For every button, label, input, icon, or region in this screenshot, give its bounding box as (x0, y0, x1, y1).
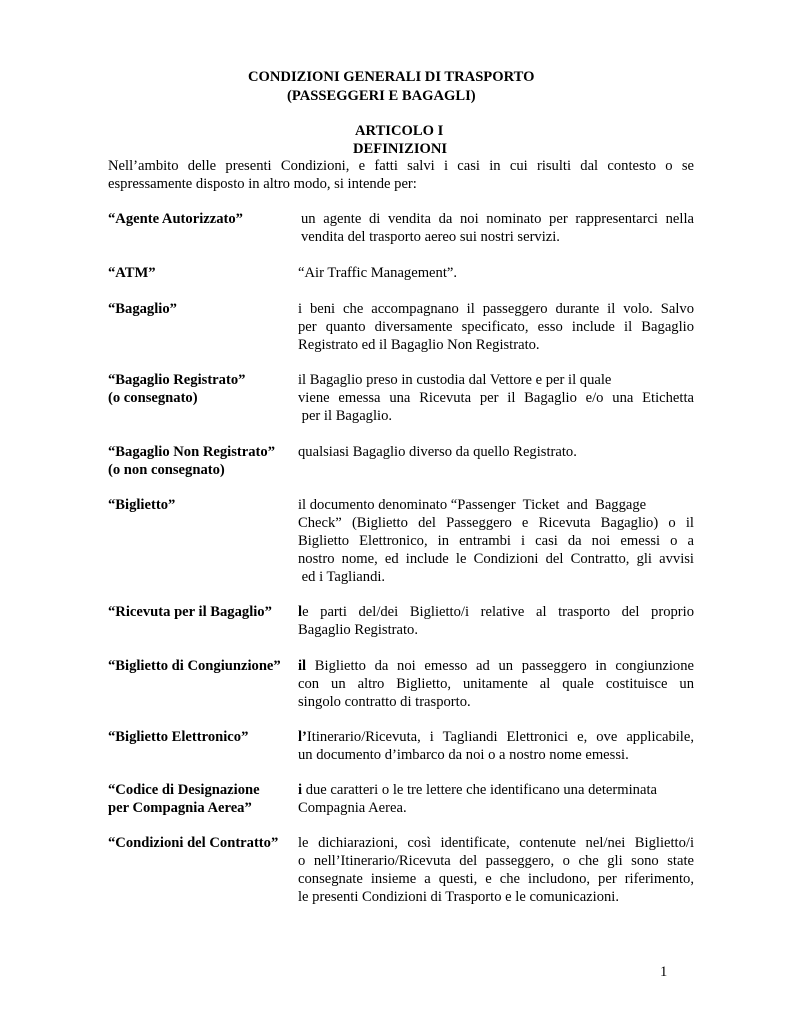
term-line: “Bagaglio Registrato” (108, 372, 246, 388)
definition-line: singolo contratto di trasporto. (298, 694, 471, 710)
term-line: (o non consegnato) (108, 462, 225, 478)
definition-term (108, 443, 275, 479)
definition-lead: l’ (298, 729, 307, 745)
term-line: “Biglietto di Congiunzione” (108, 658, 281, 674)
definition-line: un documento d’imbarco da noi o a nostro nome emessi. (298, 747, 629, 763)
definition-line: le presenti Condizioni di Trasporto e le comunicazioni. (298, 889, 620, 905)
page-number: 1 (660, 964, 668, 980)
definition-text (298, 781, 694, 817)
definition-text (298, 603, 694, 639)
definition-line-text: Biglietto da noi emesso ad un passeggero in congiunzione (306, 658, 694, 674)
definition-line (298, 728, 694, 746)
definition-line: un agente di vendita da noi nominato per rappresentarci nella (301, 211, 694, 227)
definition-term (108, 657, 281, 675)
definition-term (108, 781, 260, 817)
definition-text (298, 300, 694, 354)
definition-line: qualsiasi Bagaglio diverso da quello Registrato. (298, 444, 577, 460)
term-line: “Bagaglio Non Registrato” (108, 444, 276, 460)
definition-text (298, 834, 694, 906)
definition-line-text: due caratteri o le tre lettere che identificano una determinata (302, 782, 657, 798)
definition-line: nostro nome, ed include le Condizioni del Contratto, gli avvisi (298, 551, 694, 567)
definition-text (298, 371, 694, 425)
term-line: “Biglietto” (108, 497, 176, 513)
definition-text (298, 728, 694, 764)
definition-line: Biglietto Elettronico, in entrambi i casi da noi emessi o a (298, 533, 694, 549)
definition-term (108, 496, 175, 514)
definition-line: il documento denominato “Passenger Ticket and Baggage (298, 497, 647, 513)
definition-line: i beni che accompagnano il passeggero durante il volo. Salvo (298, 301, 694, 317)
definition-line: ed i Tagliandi. (298, 569, 386, 585)
definition-line: con un altro Biglietto, unitamente al quale costituisce un (298, 676, 694, 692)
definition-line-text: Itinerario/Ricevuta, i Tagliandi Elettronici e, ove applicabile, (306, 729, 694, 745)
definition-term (108, 264, 156, 282)
definition-line: consegnate insieme a questi, e che includono, per riferimento, (298, 871, 694, 887)
definition-term (108, 300, 177, 318)
definition-term (108, 728, 248, 746)
article-title: DEFINIZIONI (353, 141, 448, 157)
definition-line: Compagnia Aerea. (298, 800, 407, 816)
term-line: “ATM” (108, 265, 156, 281)
definition-line: Registrato ed il Bagaglio Non Registrato. (298, 337, 540, 353)
definition-text (298, 443, 694, 461)
intro-paragraph: Nell’ambito delle presenti Condizioni, e fatti salvi i casi in cui risulti dal contesto o se espressamente disposto in altro modo, si intende per: (108, 158, 694, 192)
definition-line (298, 603, 694, 621)
definition-lead: l (298, 604, 303, 620)
term-line: “Codice di Designazione (108, 782, 260, 798)
definition-line: per il Bagaglio. (298, 408, 393, 424)
term-line: per Compagnia Aerea” (108, 800, 252, 816)
document-title-line2: (PASSEGGERI E BAGAGLI) (287, 88, 476, 104)
definition-line: Bagaglio Registrato. (298, 622, 418, 638)
definition-line: Check” (Biglietto del Passeggero e Ricevuta Bagaglio) o il (298, 515, 694, 531)
definition-text (298, 657, 694, 711)
definition-line: viene emessa una Ricevuta per il Bagaglio e/o una Etichetta (298, 390, 694, 406)
term-line: (o consegnato) (108, 390, 198, 406)
article-label: ARTICOLO I (355, 123, 444, 139)
term-line: “Ricevuta per il Bagaglio” (108, 604, 272, 620)
definition-line-text: e parti del/dei Biglietto/i relative al trasporto del proprio (302, 604, 694, 620)
definition-line: vendita del trasporto aereo sui nostri servizi. (301, 229, 560, 245)
definition-term (108, 210, 243, 228)
term-line: “Bagaglio” (108, 301, 177, 317)
term-line: “Agente Autorizzato” (108, 211, 243, 227)
definition-line: per quanto diversamente specificato, esso include il Bagaglio (298, 319, 694, 335)
definition-lead: il (298, 658, 307, 674)
definition-line: “Air Traffic Management”. (298, 265, 457, 281)
definition-term (108, 834, 278, 852)
document-title-line1: CONDIZIONI GENERALI DI TRASPORTO (248, 69, 535, 85)
definition-text (301, 210, 694, 246)
term-line: “Condizioni del Contratto” (108, 835, 279, 851)
definition-line: le dichiarazioni, così identificate, contenute nel/nei Biglietto/i (298, 835, 694, 851)
definition-line: il Bagaglio preso in custodia dal Vettore e per il quale (298, 372, 612, 388)
definition-lead: i (298, 782, 303, 798)
definition-line (298, 781, 694, 799)
definition-term (108, 371, 245, 407)
definition-line (298, 657, 694, 675)
definition-text (298, 496, 694, 586)
definition-text (298, 264, 694, 282)
term-line: “Biglietto Elettronico” (108, 729, 249, 745)
definition-line: o nell’Itinerario/Ricevuta del passeggero, o che gli sono state (298, 853, 694, 869)
definition-term (108, 603, 272, 621)
